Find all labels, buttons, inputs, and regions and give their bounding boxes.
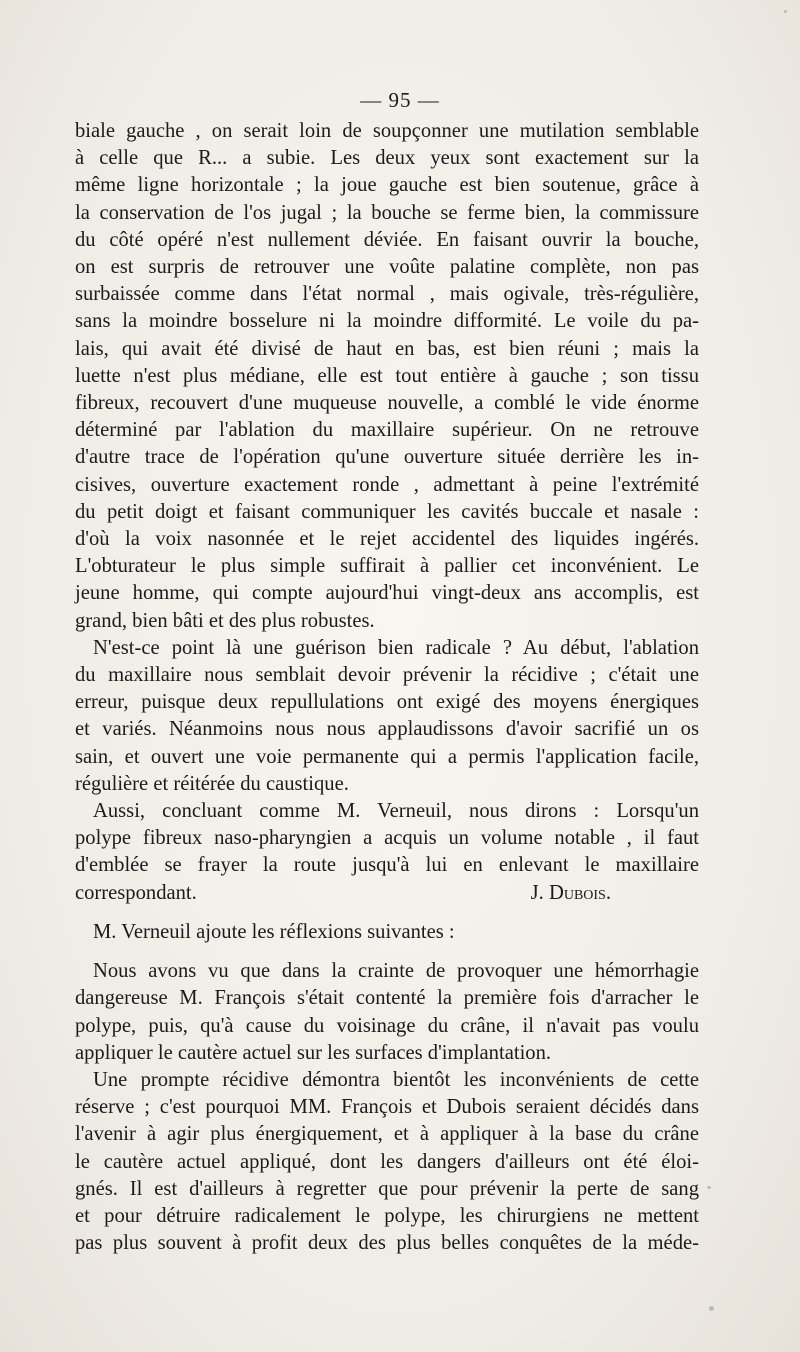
text-line: lais, qui avait été divisé de haut en bas, est bien réuni ; mais la [75, 337, 699, 360]
section-spacer [75, 946, 699, 958]
text-line: Aussi, concluant comme M. Verneuil, nous dirons : Lorsqu'un [93, 800, 699, 823]
text-line: sans la moindre bosselure ni la moindre difformité. Le voile du pa- [75, 310, 699, 333]
paragraph-1 [75, 118, 699, 635]
paragraph-4 [75, 919, 699, 946]
author-signature: J. Dubois. [530, 881, 611, 904]
body-text [75, 118, 699, 1257]
text-line: erreur, puisque deux repullulations ont exigé des moyens énergiques [75, 691, 699, 714]
text-line: à celle que R... a subie. Les deux yeux sont exactement sur la [75, 147, 699, 170]
paragraph-2 [75, 635, 699, 798]
text-line: cisives, ouverture exactement ronde , admettant à peine l'extrémité [75, 473, 699, 496]
text-line: M. Verneuil ajoute les réflexions suivantes : [93, 920, 455, 943]
scan-speck [709, 1306, 714, 1311]
scan-speck [784, 10, 787, 13]
section-spacer [75, 907, 699, 919]
text-line: on est surpris de retrouver une voûte palatine complète, non pas [75, 256, 699, 279]
text-line: jeune homme, qui compte aujourd'hui vingt-deux ans accomplis, est [75, 582, 699, 605]
text-line: correspondant. [75, 881, 197, 904]
page-number: — 95 — [360, 88, 440, 112]
text-line: régulière et réitérée du caustique. [75, 772, 349, 795]
text-line: l'avenir à agir plus énergiquement, et à appliquer à la base du crâne [75, 1123, 699, 1146]
text-line: N'est-ce point là une guérison bien radicale ? Au début, l'ablation [93, 636, 699, 659]
text-line: et pour détruire radicalement le polype, les chirurgiens ne mettent [75, 1204, 699, 1227]
text-line: du petit doigt et faisant communiquer les cavités buccale et nasale : [75, 500, 699, 523]
text-line: et variés. Néanmoins nous nous applaudissons d'avoir sacrifié un os [75, 718, 699, 741]
text-line: la conservation de l'os jugal ; la bouche se ferme bien, la commissure [75, 201, 699, 224]
text-line: Une prompte récidive démontra bientôt les inconvénients de cette [93, 1068, 699, 1091]
text-line: dangereuse M. François s'était contenté la première fois d'arracher le [75, 987, 699, 1010]
text-line: surbaissée comme dans l'état normal , mais ogivale, très-régulière, [75, 283, 699, 306]
text-line: Nous avons vu que dans la crainte de provoquer une hémorrhagie [93, 960, 699, 983]
text-line: du maxillaire nous semblait devoir prévenir la récidive ; c'était une [75, 664, 699, 687]
text-line: d'emblée se frayer la route jusqu'à lui en enlevant le maxillaire [75, 854, 699, 877]
text-line: fibreux, recouvert d'une muqueuse nouvelle, a comblé le vide énorme [75, 392, 699, 415]
signature-line [75, 880, 699, 907]
text-line: gnés. Il est d'ailleurs à regretter que pour prévenir la perte de sang [75, 1177, 699, 1200]
text-line: appliquer le cautère actuel sur les surfaces d'implantation. [75, 1041, 552, 1064]
text-line: du côté opéré n'est nullement déviée. En faisant ouvrir la bouche, [75, 228, 699, 251]
scan-speck [707, 1186, 711, 1189]
text-line: sain, et ouvert une voie permanente qui a permis l'application facile, [75, 745, 699, 768]
text-line: biale gauche , on serait loin de soupçonner une mutilation semblable [75, 120, 699, 142]
paragraph-5 [75, 958, 699, 1067]
text-line: grand, bien bâti et des plus robustes. [75, 609, 375, 632]
text-line: L'obturateur le plus simple suffirait à pallier cet inconvénient. Le [75, 555, 699, 578]
text-line: polype, puis, qu'à cause du voisinage du crâne, il n'avait pas voulu [75, 1014, 699, 1037]
text-line: même ligne horizontale ; la joue gauche est bien soutenue, grâce à [75, 174, 699, 197]
paragraph-6 [75, 1067, 699, 1257]
text-line: déterminé par l'ablation du maxillaire supérieur. On ne retrouve [75, 419, 699, 442]
text-line: d'autre trace de l'opération qu'une ouverture située derrière les in- [75, 446, 699, 469]
text-line: pas plus souvent à profit deux des plus belles conquêtes de la méde- [75, 1232, 699, 1255]
text-line: polype fibreux naso-pharyngien a acquis un volume notable , il faut [75, 827, 699, 850]
paragraph-3 [75, 798, 699, 907]
text-line: réserve ; c'est pourquoi MM. François et Dubois seraient décidés dans [75, 1096, 699, 1119]
text-line: luette n'est plus médiane, elle est tout entière à gauche ; son tissu [75, 364, 699, 387]
text-line: d'où la voix nasonnée et le rejet accidentel des liquides ingérés. [75, 528, 699, 551]
text-line: le cautère actuel appliqué, dont les dangers d'ailleurs ont été éloi- [75, 1150, 699, 1173]
